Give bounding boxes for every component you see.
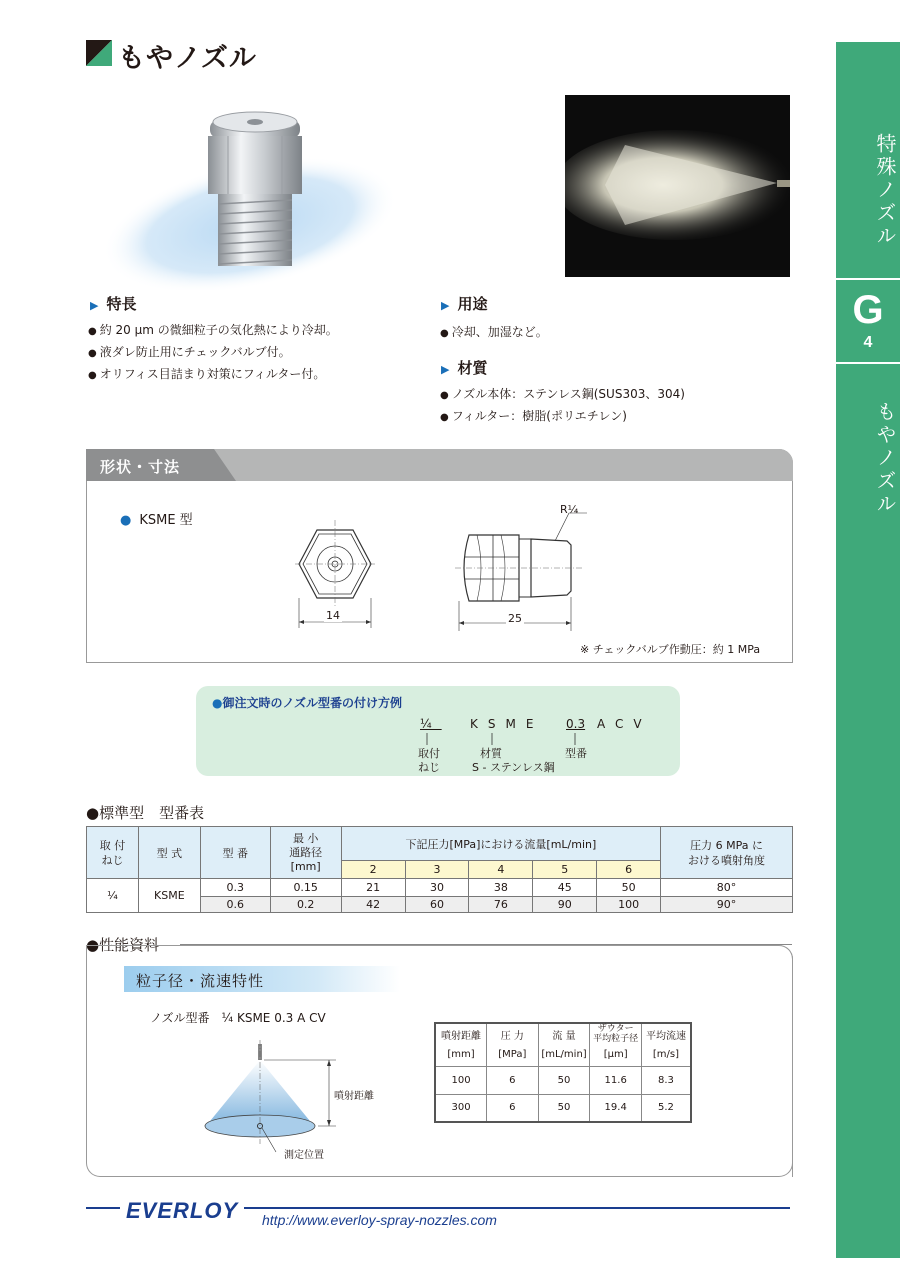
header-pressure: 5 bbox=[533, 861, 597, 879]
features-heading: ▶ 特長 bbox=[90, 295, 137, 313]
side-dimension: 25 bbox=[508, 612, 522, 625]
cell-flow: 76 bbox=[469, 897, 533, 913]
cell-flow: 21 bbox=[341, 879, 405, 897]
material-list bbox=[440, 384, 685, 428]
everloy-logo: EVERLOY bbox=[120, 1198, 244, 1224]
side-view-drawing bbox=[455, 505, 595, 633]
features-list bbox=[88, 320, 338, 386]
perf-header: 圧 力 bbox=[487, 1023, 539, 1044]
nozzle-product-image bbox=[100, 100, 400, 290]
list-item: ● オリフィス目詰まり対策にフィルター付。 bbox=[88, 364, 338, 386]
cell-angle: 90° bbox=[661, 897, 793, 913]
performance-table bbox=[434, 1022, 692, 1123]
cell-flow: 60 bbox=[405, 897, 469, 913]
category-sidebar bbox=[836, 42, 900, 1258]
standard-table-title: ●標準型 型番表 bbox=[86, 804, 205, 822]
title-mark-icon bbox=[86, 40, 112, 66]
order-example-title: ●御注文時のノズル型番の付け方例 bbox=[212, 696, 403, 710]
perf-header: 噴射距離 bbox=[435, 1023, 487, 1044]
perf-cell: 6 bbox=[487, 1066, 539, 1094]
cell-angle: 80° bbox=[661, 879, 793, 897]
cell-flow: 50 bbox=[597, 879, 661, 897]
list-item: ● 約 20 μm の微細粒子の気化熱により冷却。 bbox=[88, 320, 338, 342]
sidebar-number: 4 bbox=[863, 334, 873, 351]
order-material-label: 材質 bbox=[480, 747, 502, 760]
order-thread-code: ¼ bbox=[420, 717, 442, 731]
cell-flow: 30 bbox=[405, 879, 469, 897]
shape-section bbox=[86, 449, 793, 663]
perf-unit: [mL/min] bbox=[538, 1044, 590, 1066]
perf-unit: [m/s] bbox=[641, 1044, 691, 1066]
perf-header: 平均流速 bbox=[641, 1023, 691, 1044]
sidebar-category: 特殊ノズル bbox=[873, 132, 897, 248]
table-row bbox=[435, 1066, 691, 1094]
order-material-value: S - ステンレス鋼 bbox=[472, 761, 555, 774]
header-thread: 取 付 ねじ bbox=[87, 827, 139, 879]
cell-flow: 38 bbox=[469, 879, 533, 897]
header-pressure: 6 bbox=[597, 861, 661, 879]
header-code: 型 番 bbox=[200, 827, 270, 879]
perf-cell: 5.2 bbox=[641, 1094, 691, 1122]
order-thread-label: 取付 bbox=[418, 747, 440, 760]
perf-cell: 8.3 bbox=[641, 1066, 691, 1094]
header-min-passage: 最 小 通路径 [mm] bbox=[270, 827, 341, 879]
perf-cell: 11.6 bbox=[590, 1066, 641, 1094]
table-row bbox=[435, 1094, 691, 1122]
material-heading: ▶ 材質 bbox=[441, 359, 488, 377]
order-model-code: KSME bbox=[470, 717, 544, 731]
cell-code: 0.6 bbox=[200, 897, 270, 913]
header-angle: 圧力 6 MPa に おける噴射角度 bbox=[661, 827, 793, 879]
sidebar-letter: G bbox=[852, 288, 884, 332]
order-thread-label-2: ねじ bbox=[418, 761, 440, 774]
perf-cell: 50 bbox=[538, 1094, 590, 1122]
diagram-distance-label: 噴射距離 bbox=[334, 1091, 374, 1102]
list-item: ● 液ダレ防止用にチェックバルブ付。 bbox=[88, 342, 338, 364]
perf-cell: 100 bbox=[435, 1066, 487, 1094]
sidebar-divider bbox=[836, 362, 900, 364]
cell-flow: 90 bbox=[533, 897, 597, 913]
cell-flow: 45 bbox=[533, 879, 597, 897]
cell-code: 0.3 bbox=[200, 879, 270, 897]
cell-min-passage: 0.15 bbox=[270, 879, 341, 897]
perf-cell: 50 bbox=[538, 1066, 590, 1094]
perf-unit: [MPa] bbox=[487, 1044, 539, 1066]
order-size-code: 0.3 bbox=[566, 717, 586, 731]
cell-thread: ¼ bbox=[87, 879, 139, 913]
header-pressure: 3 bbox=[405, 861, 469, 879]
header-model: 型 式 bbox=[138, 827, 200, 879]
list-item: ● フィルター：樹脂(ポリエチレン) bbox=[440, 406, 685, 428]
front-dimension: 14 bbox=[326, 609, 340, 622]
table-row bbox=[87, 879, 793, 897]
perf-header: ザウター 平均粒子径 bbox=[590, 1023, 641, 1044]
order-size-label: 型番 bbox=[565, 747, 587, 760]
performance-title: ●性能資料 bbox=[86, 936, 160, 954]
model-line: ノズル型番 ¼ KSME 0.3 A CV bbox=[150, 1011, 326, 1025]
standard-model-table bbox=[86, 826, 793, 913]
thread-label: R¼ bbox=[560, 503, 579, 516]
diagram-measure-label: 測定位置 bbox=[284, 1150, 324, 1161]
cell-flow: 100 bbox=[597, 897, 661, 913]
list-item: ● ノズル本体：ステンレス鋼(SUS303、304) bbox=[440, 384, 685, 406]
spray-photo bbox=[565, 95, 790, 277]
list-item: ● 冷却、加湿など。 bbox=[440, 322, 548, 344]
cell-model: KSME bbox=[138, 879, 200, 913]
header-pressure: 2 bbox=[341, 861, 405, 879]
order-suffix-code: ACV bbox=[597, 717, 652, 731]
perf-cell: 19.4 bbox=[590, 1094, 641, 1122]
sidebar-subcategory: もやノズル bbox=[873, 400, 897, 516]
cell-min-passage: 0.2 bbox=[270, 897, 341, 913]
usage-list bbox=[440, 322, 548, 344]
page-title: もやノズル bbox=[118, 43, 257, 74]
perf-cell: 300 bbox=[435, 1094, 487, 1122]
perf-unit: [mm] bbox=[435, 1044, 487, 1066]
model-label: ● KSME 型 bbox=[120, 513, 193, 528]
check-valve-note: ※ チェックバルブ作動圧：約 1 MPa bbox=[580, 643, 761, 656]
footer-url-link[interactable]: http://www.everloy-spray-nozzles.com bbox=[262, 1212, 497, 1228]
perf-cell: 6 bbox=[487, 1094, 539, 1122]
perf-header: 流 量 bbox=[538, 1023, 590, 1044]
header-pressure: 4 bbox=[469, 861, 533, 879]
particle-title: 粒子径・流速特性 bbox=[136, 972, 265, 990]
usage-heading: ▶ 用途 bbox=[441, 295, 488, 313]
shape-section-title: 形状・寸法 bbox=[100, 458, 181, 476]
header-flow: 下記圧力[MPa]における流量[mL/min] bbox=[341, 827, 660, 861]
perf-unit: [μm] bbox=[590, 1044, 641, 1066]
sidebar-divider bbox=[836, 278, 900, 280]
cell-flow: 42 bbox=[341, 897, 405, 913]
